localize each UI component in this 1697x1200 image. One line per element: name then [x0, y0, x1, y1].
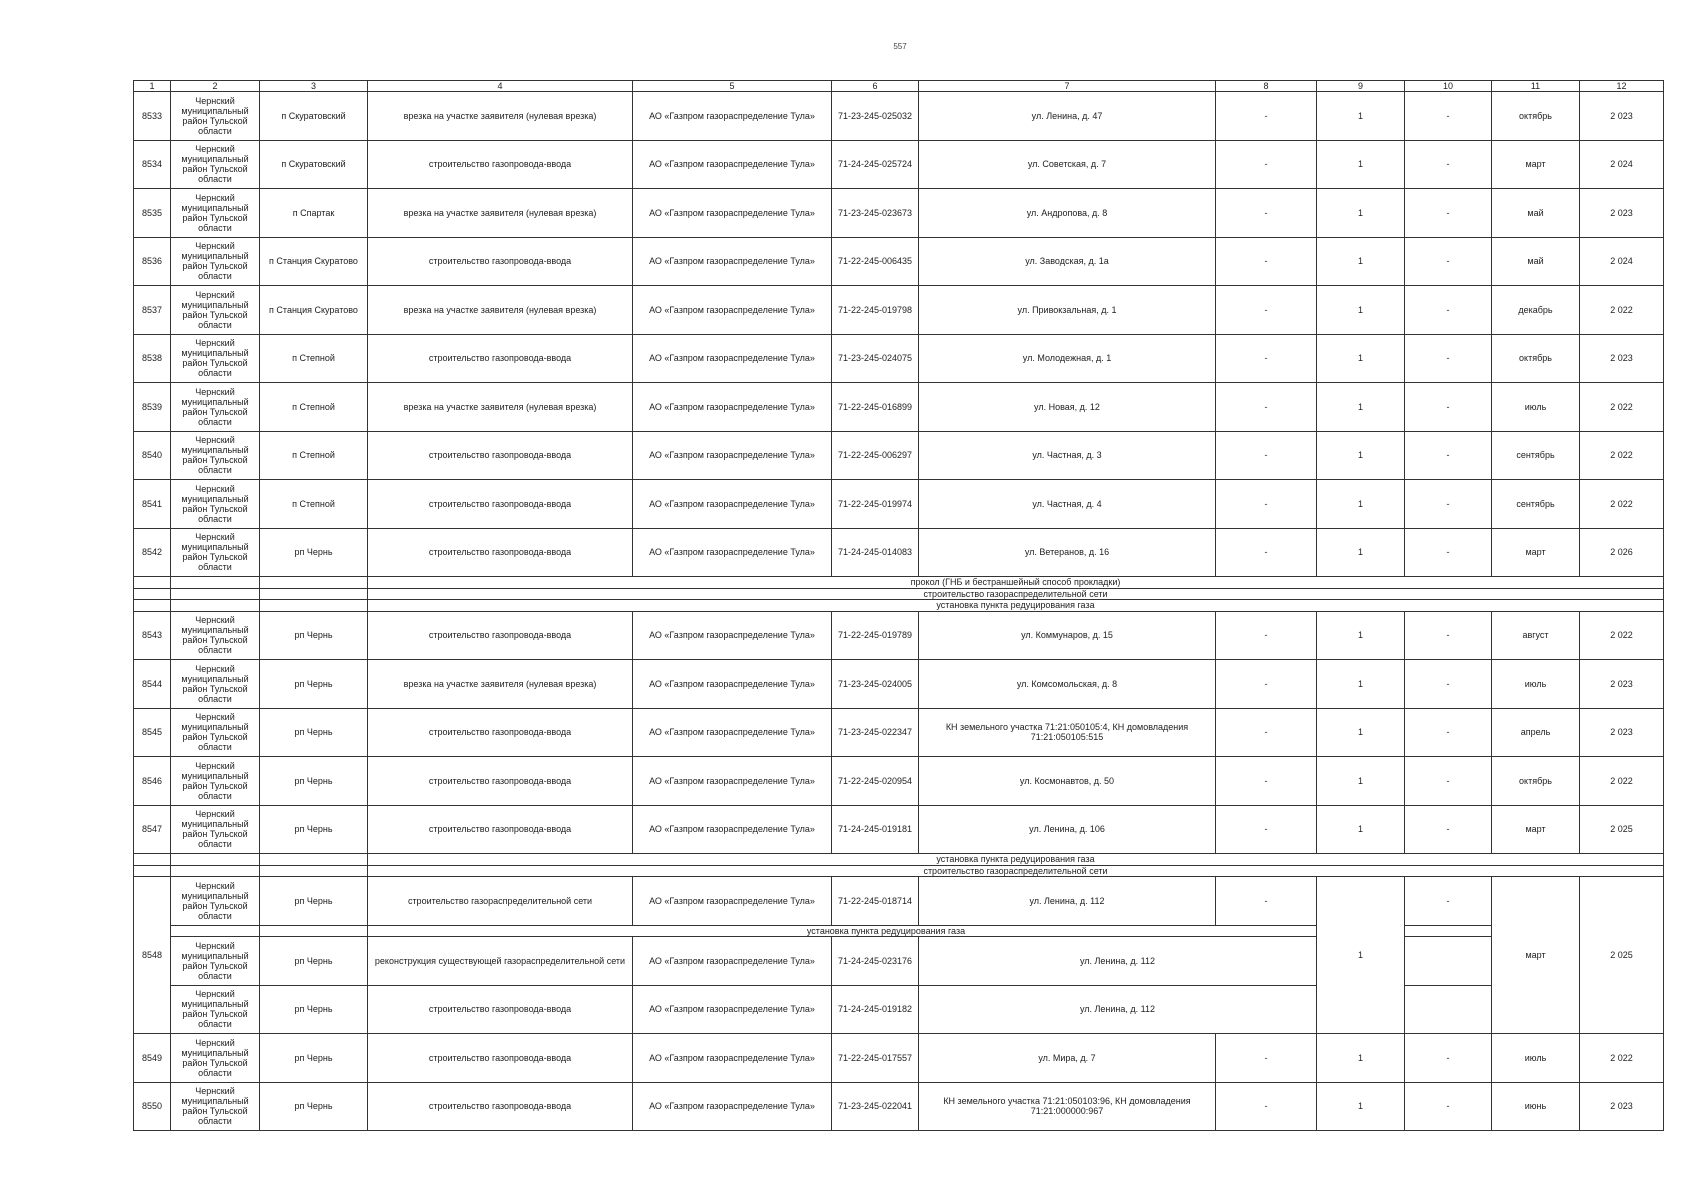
- year-cell: 2 025: [1580, 805, 1664, 854]
- col9-cell: 1: [1317, 480, 1405, 529]
- address-cell: ул. Привокзальная, д. 1: [919, 286, 1216, 335]
- col9-cell: 1: [1317, 660, 1405, 709]
- district-cell: Чернский муниципальный район Тульской области: [171, 237, 260, 286]
- settlement-cell: п Степной: [260, 334, 368, 383]
- district-cell: Чернский муниципальный район Тульской области: [171, 383, 260, 432]
- month-cell: март: [1492, 805, 1580, 854]
- row-number-cell: 8545: [134, 708, 171, 757]
- year-cell: 2 023: [1580, 92, 1664, 141]
- col9-cell: 1: [1317, 1082, 1405, 1131]
- page-number: 557: [893, 42, 907, 51]
- address-cell: КН земельного участка 71:21:050103:96, КН домовладения 71:21:000000:967: [919, 1082, 1216, 1131]
- col10-cell: -: [1405, 1034, 1492, 1083]
- col10-cell: -: [1405, 757, 1492, 806]
- col10-cell: -: [1405, 334, 1492, 383]
- col8-cell: -: [1216, 480, 1317, 529]
- district-cell: Чернский муниципальный район Тульской области: [171, 1034, 260, 1083]
- address-cell: ул. Комсомольская, д. 8: [919, 660, 1216, 709]
- month-cell: июль: [1492, 1034, 1580, 1083]
- application-code-cell: 71-23-245-022347: [832, 708, 919, 757]
- col-header: 2: [171, 81, 260, 92]
- section-line-row: [134, 854, 1664, 866]
- work-type-cell: врезка на участке заявителя (нулевая врезка): [368, 286, 633, 335]
- row-number-cell: 8549: [134, 1034, 171, 1083]
- application-code-cell: 71-24-245-014083: [832, 528, 919, 577]
- table-row: [134, 528, 1664, 577]
- col10-cell: -: [1405, 528, 1492, 577]
- month-cell: сентябрь: [1492, 480, 1580, 529]
- year-cell: 2 024: [1580, 237, 1664, 286]
- col-header: 6: [832, 81, 919, 92]
- district-cell: Чернский муниципальный район Тульской области: [171, 877, 260, 926]
- table-row: [134, 286, 1664, 335]
- settlement-cell: п Станция Скуратово: [260, 286, 368, 335]
- table-row: [134, 480, 1664, 529]
- empty-cell: [1405, 925, 1492, 937]
- month-cell: март: [1492, 140, 1580, 189]
- settlement-cell: рп Чернь: [260, 660, 368, 709]
- settlement-cell: рп Чернь: [260, 1082, 368, 1131]
- application-code-cell: 71-23-245-025032: [832, 92, 919, 141]
- address-cell: ул. Космонавтов, д. 50: [919, 757, 1216, 806]
- empty-cell: [260, 854, 368, 866]
- district-cell: Чернский муниципальный район Тульской области: [171, 1082, 260, 1131]
- col9-cell: 1: [1317, 237, 1405, 286]
- year-cell: 2 025: [1580, 877, 1664, 1034]
- settlement-cell: п Спартак: [260, 189, 368, 238]
- section-line: строительство газораспределительной сети: [368, 588, 1664, 600]
- address-cell: ул. Советская, д. 7: [919, 140, 1216, 189]
- work-type-cell: строительство газопровода-ввода: [368, 237, 633, 286]
- table-row: [134, 237, 1664, 286]
- organization-cell: АО «Газпром газораспределение Тула»: [633, 708, 832, 757]
- organization-cell: АО «Газпром газораспределение Тула»: [633, 660, 832, 709]
- organization-cell: АО «Газпром газораспределение Тула»: [633, 480, 832, 529]
- work-type-cell: строительство газопровода-ввода: [368, 1082, 633, 1131]
- organization-cell: АО «Газпром газораспределение Тула»: [633, 805, 832, 854]
- row-number-cell: 8538: [134, 334, 171, 383]
- district-cell: Чернский муниципальный район Тульской области: [171, 286, 260, 335]
- row-number-cell: 8534: [134, 140, 171, 189]
- empty-cell: [260, 925, 368, 937]
- work-type-cell: врезка на участке заявителя (нулевая врезка): [368, 92, 633, 141]
- col8-cell: -: [1216, 334, 1317, 383]
- month-cell: июнь: [1492, 1082, 1580, 1131]
- work-type-cell: строительство газопровода-ввода: [368, 528, 633, 577]
- work-type-cell: врезка на участке заявителя (нулевая врезка): [368, 383, 633, 432]
- empty-cell: [134, 600, 171, 612]
- table-row: [134, 140, 1664, 189]
- row-number-cell: 8543: [134, 611, 171, 660]
- col10-cell: [1405, 937, 1492, 986]
- application-code-cell: 71-22-245-019789: [832, 611, 919, 660]
- gasification-table: [133, 80, 1664, 1131]
- empty-cell: [171, 600, 260, 612]
- month-cell: май: [1492, 237, 1580, 286]
- col9-cell: 1: [1317, 877, 1405, 1034]
- organization-cell: АО «Газпром газораспределение Тула»: [633, 431, 832, 480]
- table-row: [134, 877, 1664, 926]
- address-cell: ул. Ленина, д. 112: [919, 877, 1216, 926]
- empty-cell: [171, 588, 260, 600]
- settlement-cell: п Степной: [260, 431, 368, 480]
- application-code-cell: 71-22-245-006297: [832, 431, 919, 480]
- organization-cell: АО «Газпром газораспределение Тула»: [633, 1082, 832, 1131]
- row-number-cell: 8541: [134, 480, 171, 529]
- col8-cell: -: [1216, 140, 1317, 189]
- work-type-cell: строительство газораспределительной сети: [368, 877, 633, 926]
- col-header: 1: [134, 81, 171, 92]
- col10-cell: -: [1405, 431, 1492, 480]
- settlement-cell: п Скуратовский: [260, 140, 368, 189]
- settlement-cell: рп Чернь: [260, 805, 368, 854]
- organization-cell: АО «Газпром газораспределение Тула»: [633, 334, 832, 383]
- col10-cell: -: [1405, 237, 1492, 286]
- row-number-cell: 8544: [134, 660, 171, 709]
- table-row: [134, 805, 1664, 854]
- col-header: 7: [919, 81, 1216, 92]
- col8-cell: -: [1216, 286, 1317, 335]
- application-code-cell: 71-22-245-019798: [832, 286, 919, 335]
- row-number-cell: 8533: [134, 92, 171, 141]
- col10-cell: -: [1405, 660, 1492, 709]
- address-cell: ул. Ленина, д. 112: [919, 985, 1317, 1034]
- work-type-cell: строительство газопровода-ввода: [368, 708, 633, 757]
- work-type-cell: реконструкция существующей газораспределительной сети: [368, 937, 633, 986]
- empty-cell: [134, 865, 171, 877]
- col10-cell: -: [1405, 611, 1492, 660]
- col9-cell: 1: [1317, 757, 1405, 806]
- work-type-cell: строительство газопровода-ввода: [368, 140, 633, 189]
- col8-cell: -: [1216, 660, 1317, 709]
- work-type-cell: врезка на участке заявителя (нулевая врезка): [368, 660, 633, 709]
- table-body: [134, 81, 1664, 1131]
- district-cell: Чернский муниципальный район Тульской области: [171, 937, 260, 986]
- col8-cell: -: [1216, 805, 1317, 854]
- row-number-cell: 8537: [134, 286, 171, 335]
- col9-cell: 1: [1317, 1034, 1405, 1083]
- month-cell: март: [1492, 528, 1580, 577]
- row-number-cell: 8536: [134, 237, 171, 286]
- col8-cell: -: [1216, 1034, 1317, 1083]
- organization-cell: АО «Газпром газораспределение Тула»: [633, 611, 832, 660]
- col8-cell: -: [1216, 611, 1317, 660]
- month-cell: сентябрь: [1492, 431, 1580, 480]
- table-row: [134, 1034, 1664, 1083]
- col8-cell: -: [1216, 528, 1317, 577]
- work-type-cell: строительство газопровода-ввода: [368, 334, 633, 383]
- col10-cell: -: [1405, 140, 1492, 189]
- address-cell: ул. Ленина, д. 106: [919, 805, 1216, 854]
- col10-cell: -: [1405, 1082, 1492, 1131]
- col9-cell: 1: [1317, 140, 1405, 189]
- application-code-cell: 71-23-245-024075: [832, 334, 919, 383]
- section-line: строительство газораспределительной сети: [368, 865, 1664, 877]
- month-cell: октябрь: [1492, 92, 1580, 141]
- col9-cell: 1: [1317, 708, 1405, 757]
- organization-cell: АО «Газпром газораспределение Тула»: [633, 383, 832, 432]
- address-cell: ул. Коммунаров, д. 15: [919, 611, 1216, 660]
- application-code-cell: 71-24-245-019181: [832, 805, 919, 854]
- col10-cell: -: [1405, 805, 1492, 854]
- year-cell: 2 023: [1580, 334, 1664, 383]
- section-line-row: [134, 865, 1664, 877]
- year-cell: 2 023: [1580, 1082, 1664, 1131]
- table-row: [134, 1082, 1664, 1131]
- year-cell: 2 022: [1580, 383, 1664, 432]
- section-line-row: [134, 577, 1664, 589]
- district-cell: Чернский муниципальный район Тульской области: [171, 431, 260, 480]
- settlement-cell: рп Чернь: [260, 1034, 368, 1083]
- work-type-cell: строительство газопровода-ввода: [368, 805, 633, 854]
- row-number-cell: 8539: [134, 383, 171, 432]
- table-row: [134, 189, 1664, 238]
- empty-cell: [171, 865, 260, 877]
- row-number-cell: 8548: [134, 877, 171, 1034]
- work-type-cell: строительство газопровода-ввода: [368, 1034, 633, 1083]
- year-cell: 2 026: [1580, 528, 1664, 577]
- organization-cell: АО «Газпром газораспределение Тула»: [633, 286, 832, 335]
- col8-cell: -: [1216, 877, 1317, 926]
- work-type-cell: врезка на участке заявителя (нулевая врезка): [368, 189, 633, 238]
- table-row: [134, 708, 1664, 757]
- col8-cell: -: [1216, 431, 1317, 480]
- table-row: [134, 937, 1664, 986]
- application-code-cell: 71-22-245-016899: [832, 383, 919, 432]
- application-code-cell: 71-22-245-019974: [832, 480, 919, 529]
- table-row: [134, 334, 1664, 383]
- application-code-cell: 71-23-245-024005: [832, 660, 919, 709]
- section-line: установка пункта редуцирования газа: [368, 925, 1405, 937]
- year-cell: 2 022: [1580, 286, 1664, 335]
- col10-cell: -: [1405, 286, 1492, 335]
- year-cell: 2 022: [1580, 431, 1664, 480]
- address-cell: ул. Молодежная, д. 1: [919, 334, 1216, 383]
- col10-cell: -: [1405, 480, 1492, 529]
- month-cell: июль: [1492, 383, 1580, 432]
- district-cell: Чернский муниципальный район Тульской области: [171, 140, 260, 189]
- month-cell: октябрь: [1492, 757, 1580, 806]
- table-row: [134, 383, 1664, 432]
- table-row: [134, 611, 1664, 660]
- row-number-cell: 8542: [134, 528, 171, 577]
- application-code-cell: 71-23-245-023673: [832, 189, 919, 238]
- col9-cell: 1: [1317, 189, 1405, 238]
- month-cell: май: [1492, 189, 1580, 238]
- organization-cell: АО «Газпром газораспределение Тула»: [633, 1034, 832, 1083]
- section-line: прокол (ГНБ и бестраншейный способ прокладки): [368, 577, 1664, 589]
- organization-cell: АО «Газпром газораспределение Тула»: [633, 877, 832, 926]
- table-row: [134, 431, 1664, 480]
- application-code-cell: 71-23-245-022041: [832, 1082, 919, 1131]
- month-cell: август: [1492, 611, 1580, 660]
- col9-cell: 1: [1317, 611, 1405, 660]
- section-line: установка пункта редуцирования газа: [368, 600, 1664, 612]
- year-cell: 2 022: [1580, 611, 1664, 660]
- header-row: [134, 81, 1664, 92]
- table-row: [134, 92, 1664, 141]
- col10-cell: -: [1405, 189, 1492, 238]
- col8-cell: -: [1216, 237, 1317, 286]
- district-cell: Чернский муниципальный район Тульской области: [171, 708, 260, 757]
- col8-cell: -: [1216, 1082, 1317, 1131]
- col8-cell: -: [1216, 189, 1317, 238]
- col-header: 3: [260, 81, 368, 92]
- col9-cell: 1: [1317, 383, 1405, 432]
- district-cell: Чернский муниципальный район Тульской области: [171, 985, 260, 1034]
- col-header: 8: [1216, 81, 1317, 92]
- col8-cell: -: [1216, 708, 1317, 757]
- organization-cell: АО «Газпром газораспределение Тула»: [633, 140, 832, 189]
- district-cell: Чернский муниципальный район Тульской области: [171, 611, 260, 660]
- district-cell: Чернский муниципальный район Тульской области: [171, 757, 260, 806]
- month-cell: октябрь: [1492, 334, 1580, 383]
- month-cell: апрель: [1492, 708, 1580, 757]
- empty-cell: [260, 865, 368, 877]
- district-cell: Чернский муниципальный район Тульской области: [171, 660, 260, 709]
- month-cell: декабрь: [1492, 286, 1580, 335]
- organization-cell: АО «Газпром газораспределение Тула»: [633, 985, 832, 1034]
- empty-cell: [260, 588, 368, 600]
- district-cell: Чернский муниципальный район Тульской области: [171, 528, 260, 577]
- empty-cell: [260, 600, 368, 612]
- col10-cell: -: [1405, 92, 1492, 141]
- address-cell: ул. Ветеранов, д. 16: [919, 528, 1216, 577]
- work-type-cell: строительство газопровода-ввода: [368, 431, 633, 480]
- address-cell: КН земельного участка 71:21:050105:4, КН домовладения 71:21:050105:515: [919, 708, 1216, 757]
- settlement-cell: п Скуратовский: [260, 92, 368, 141]
- application-code-cell: 71-22-245-017557: [832, 1034, 919, 1083]
- col-header: 4: [368, 81, 633, 92]
- application-code-cell: 71-22-245-006435: [832, 237, 919, 286]
- application-code-cell: 71-22-245-018714: [832, 877, 919, 926]
- col8-cell: -: [1216, 92, 1317, 141]
- address-cell: ул. Новая, д. 12: [919, 383, 1216, 432]
- settlement-cell: рп Чернь: [260, 611, 368, 660]
- district-cell: Чернский муниципальный район Тульской области: [171, 92, 260, 141]
- col10-cell: -: [1405, 383, 1492, 432]
- section-line-row: [134, 925, 1664, 937]
- settlement-cell: рп Чернь: [260, 985, 368, 1034]
- settlement-cell: рп Чернь: [260, 937, 368, 986]
- settlement-cell: п Станция Скуратово: [260, 237, 368, 286]
- section-line-row: [134, 600, 1664, 612]
- col9-cell: 1: [1317, 528, 1405, 577]
- col10-cell: -: [1405, 877, 1492, 926]
- year-cell: 2 023: [1580, 708, 1664, 757]
- address-cell: ул. Ленина, д. 112: [919, 937, 1317, 986]
- work-type-cell: строительство газопровода-ввода: [368, 757, 633, 806]
- application-code-cell: 71-22-245-020954: [832, 757, 919, 806]
- col8-cell: -: [1216, 757, 1317, 806]
- table-row: [134, 985, 1664, 1034]
- work-type-cell: строительство газопровода-ввода: [368, 480, 633, 529]
- year-cell: 2 024: [1580, 140, 1664, 189]
- row-number-cell: 8540: [134, 431, 171, 480]
- table-row: [134, 660, 1664, 709]
- district-cell: Чернский муниципальный район Тульской области: [171, 805, 260, 854]
- settlement-cell: рп Чернь: [260, 708, 368, 757]
- month-cell: март: [1492, 877, 1580, 1034]
- section-line-row: [134, 588, 1664, 600]
- address-cell: ул. Ленина, д. 47: [919, 92, 1216, 141]
- row-number-cell: 8535: [134, 189, 171, 238]
- work-type-cell: строительство газопровода-ввода: [368, 985, 633, 1034]
- organization-cell: АО «Газпром газораспределение Тула»: [633, 528, 832, 577]
- year-cell: 2 023: [1580, 189, 1664, 238]
- empty-cell: [134, 588, 171, 600]
- address-cell: ул. Андропова, д. 8: [919, 189, 1216, 238]
- col10-cell: -: [1405, 708, 1492, 757]
- application-code-cell: 71-24-245-023176: [832, 937, 919, 986]
- empty-cell: [134, 854, 171, 866]
- col9-cell: 1: [1317, 286, 1405, 335]
- col9-cell: 1: [1317, 92, 1405, 141]
- year-cell: 2 022: [1580, 757, 1664, 806]
- col10-cell: [1405, 985, 1492, 1034]
- month-cell: июль: [1492, 660, 1580, 709]
- settlement-cell: п Степной: [260, 383, 368, 432]
- row-number-cell: 8547: [134, 805, 171, 854]
- application-code-cell: 71-24-245-025724: [832, 140, 919, 189]
- row-number-cell: 8550: [134, 1082, 171, 1131]
- organization-cell: АО «Газпром газораспределение Тула»: [633, 189, 832, 238]
- work-type-cell: строительство газопровода-ввода: [368, 611, 633, 660]
- year-cell: 2 022: [1580, 480, 1664, 529]
- address-cell: ул. Частная, д. 3: [919, 431, 1216, 480]
- district-cell: Чернский муниципальный район Тульской области: [171, 189, 260, 238]
- empty-cell: [171, 925, 260, 937]
- address-cell: ул. Мира, д. 7: [919, 1034, 1216, 1083]
- empty-cell: [171, 577, 260, 589]
- col9-cell: 1: [1317, 334, 1405, 383]
- col9-cell: 1: [1317, 805, 1405, 854]
- address-cell: ул. Частная, д. 4: [919, 480, 1216, 529]
- row-number-cell: 8546: [134, 757, 171, 806]
- col-header: 10: [1405, 81, 1492, 92]
- settlement-cell: рп Чернь: [260, 528, 368, 577]
- col-header: 5: [633, 81, 832, 92]
- address-cell: ул. Заводская, д. 1а: [919, 237, 1216, 286]
- empty-cell: [260, 577, 368, 589]
- table-row: [134, 757, 1664, 806]
- col-header: 12: [1580, 81, 1664, 92]
- col8-cell: -: [1216, 383, 1317, 432]
- district-cell: Чернский муниципальный район Тульской области: [171, 334, 260, 383]
- settlement-cell: рп Чернь: [260, 877, 368, 926]
- organization-cell: АО «Газпром газораспределение Тула»: [633, 92, 832, 141]
- year-cell: 2 022: [1580, 1034, 1664, 1083]
- district-cell: Чернский муниципальный район Тульской области: [171, 480, 260, 529]
- col-header: 11: [1492, 81, 1580, 92]
- section-line: установка пункта редуцирования газа: [368, 854, 1664, 866]
- year-cell: 2 023: [1580, 660, 1664, 709]
- col-header: 9: [1317, 81, 1405, 92]
- settlement-cell: рп Чернь: [260, 757, 368, 806]
- col9-cell: 1: [1317, 431, 1405, 480]
- organization-cell: АО «Газпром газораспределение Тула»: [633, 937, 832, 986]
- empty-cell: [171, 854, 260, 866]
- organization-cell: АО «Газпром газораспределение Тула»: [633, 237, 832, 286]
- application-code-cell: 71-24-245-019182: [832, 985, 919, 1034]
- settlement-cell: п Степной: [260, 480, 368, 529]
- organization-cell: АО «Газпром газораспределение Тула»: [633, 757, 832, 806]
- empty-cell: [134, 577, 171, 589]
